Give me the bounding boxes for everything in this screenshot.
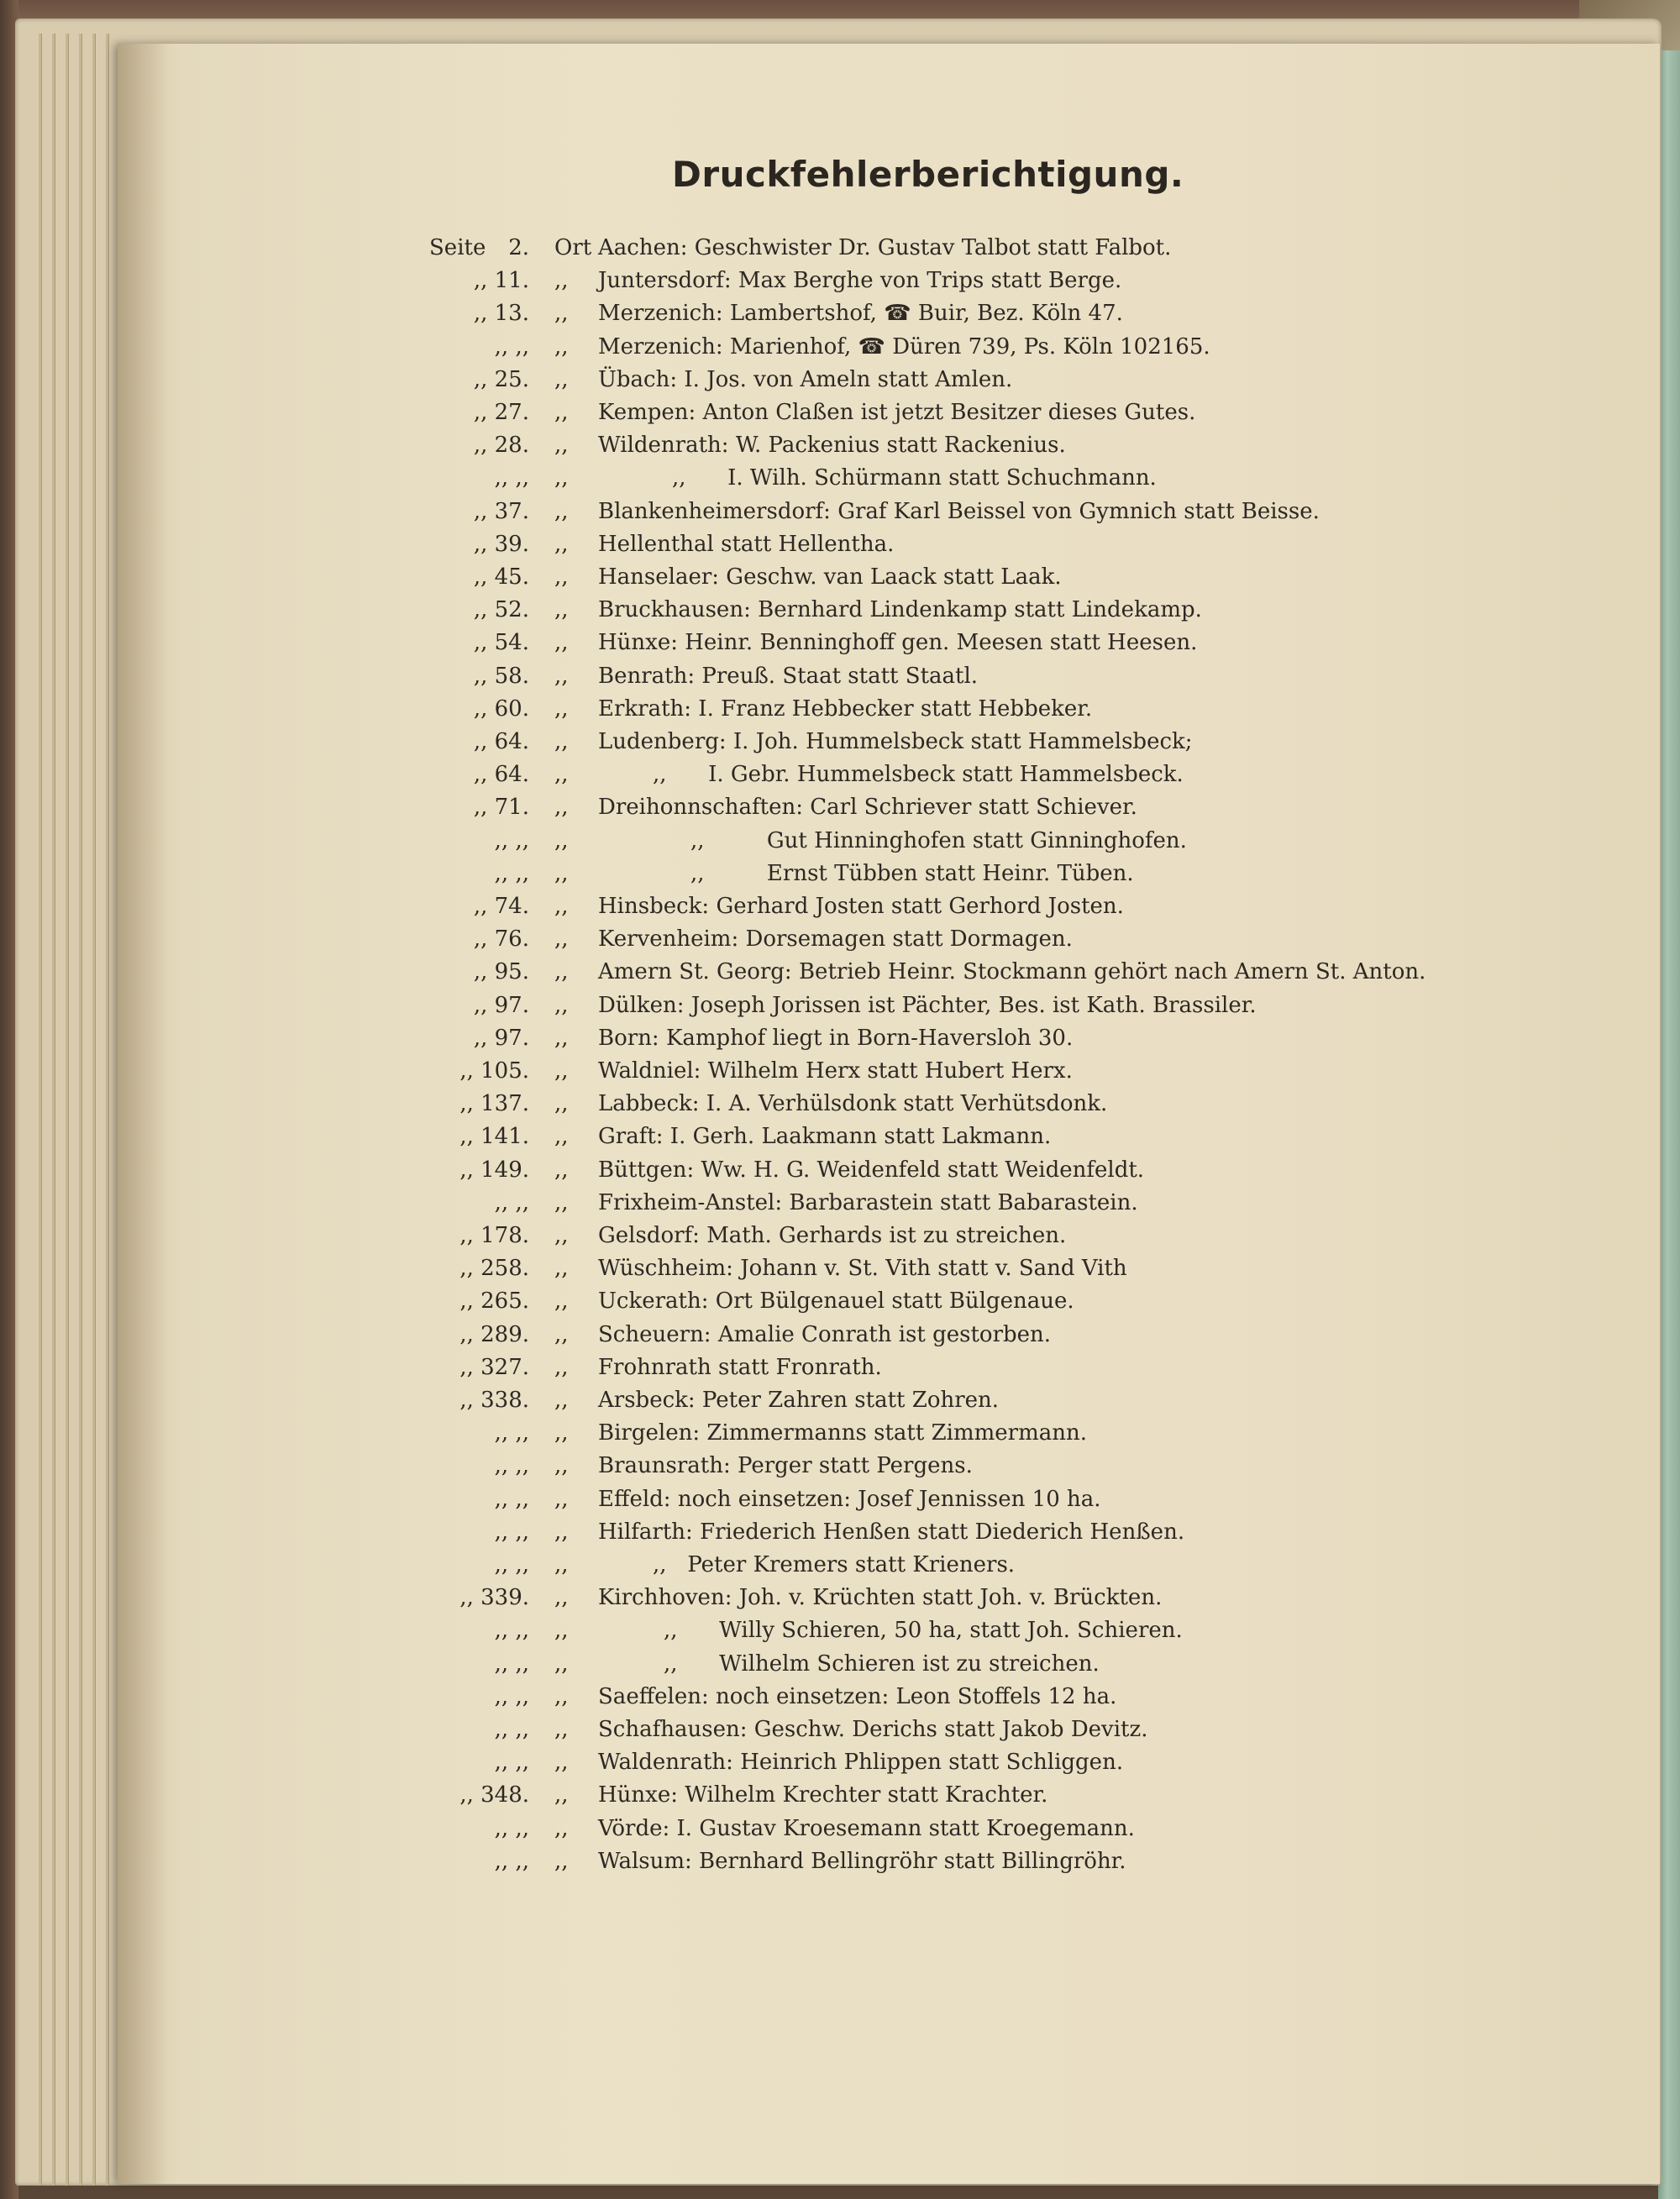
errata-row [0, 1322, 1680, 1355]
correction-text: ,, I. Gebr. Hummelsbeck statt Hammelsbeck. [653, 762, 1184, 788]
ort-label: ,, [554, 498, 569, 524]
page-number: ,, ,, [494, 1453, 529, 1479]
ort-label: ,, [554, 959, 569, 985]
ort-label: ,, [554, 1388, 569, 1413]
correction-text: Kirchhoven: Joh. v. Krüchten statt Joh. v. Brückten. [598, 1585, 1163, 1611]
errata-row [0, 532, 1680, 564]
ort-label: ,, [554, 1025, 569, 1051]
errata-row [0, 762, 1680, 795]
errata-row [0, 1157, 1680, 1190]
correction-text: Effeld: noch einsetzen: Josef Jennissen 10 ha. [598, 1486, 1101, 1512]
ort-label: ,, [554, 400, 569, 425]
errata-row [0, 861, 1680, 894]
ort-label: ,, [554, 1189, 569, 1215]
errata-row [0, 1190, 1680, 1223]
correction-text: Frixheim-Anstel: Barbarastein statt Babarastein. [598, 1189, 1138, 1215]
page-number: ,, 11. [473, 268, 529, 294]
correction-text: ,, Gut Hinninghofen statt Ginninghofen. [690, 827, 1187, 853]
ort-label: ,, [554, 1848, 569, 1874]
ort-label: ,, [554, 1256, 569, 1282]
errata-row [0, 664, 1680, 696]
ort-label: ,, [554, 729, 569, 754]
page-number: ,, 54. [473, 630, 529, 656]
ort-label: ,, [554, 860, 569, 886]
errata-row [0, 1355, 1680, 1388]
errata-row [0, 926, 1680, 959]
ort-label: ,, [554, 564, 569, 590]
page-number: ,, 52. [473, 597, 529, 623]
page-number: ,, 64. [473, 729, 529, 754]
page-number: ,, 348. [459, 1782, 529, 1808]
ort-label: ,, [554, 795, 569, 821]
errata-row [0, 268, 1680, 301]
correction-text: ,, Wilhelm Schieren ist zu streichen. [664, 1651, 1100, 1677]
correction-text: Schafhausen: Geschw. Derichs statt Jakob Devitz. [598, 1717, 1148, 1742]
errata-row [0, 1453, 1680, 1486]
ort-label: ,, [554, 827, 569, 853]
errata-row [0, 1223, 1680, 1256]
errata-row [0, 729, 1680, 762]
correction-text: Benrath: Preuß. Staat statt Staatl. [598, 663, 979, 689]
ort-label: ,, [554, 1321, 569, 1347]
correction-text: Graft: I. Gerh. Laakmann statt Lakmann. [598, 1124, 1052, 1150]
page-number: ,, 339. [459, 1585, 529, 1611]
correction-text: Walsum: Bernhard Bellingröhr statt Billingröhr. [598, 1848, 1126, 1874]
page-number: ,, 60. [473, 695, 529, 722]
errata-row [0, 1058, 1680, 1091]
correction-text: Arsbeck: Peter Zahren statt Zohren. [598, 1388, 1000, 1413]
page-number: ,, 105. [459, 1058, 529, 1084]
ort-label: ,, [554, 1354, 569, 1380]
ort-label: ,, [554, 926, 569, 953]
errata-row [0, 235, 1680, 268]
errata-row [0, 1816, 1680, 1849]
ort-label: ,, [554, 366, 569, 392]
correction-text: Kempen: Anton Claßen ist jetzt Besitzer dieses Gutes. [598, 400, 1196, 425]
errata-row [0, 894, 1680, 926]
correction-text: Waldniel: Wilhelm Herx statt Hubert Herx. [598, 1058, 1073, 1084]
ort-label: ,, [554, 1815, 569, 1841]
ort-label: ,, [554, 630, 569, 656]
correction-text: Dreihonnschaften: Carl Schriever statt Schiever. [598, 795, 1137, 821]
page-number: ,, 45. [473, 564, 529, 590]
errata-row [0, 1782, 1680, 1815]
page-number: ,, ,, [494, 1519, 529, 1545]
ort-label: ,, [554, 1651, 569, 1677]
page-number: ,, 149. [459, 1157, 529, 1183]
ort-label: ,, [554, 992, 569, 1018]
ort-label: ,, [554, 1288, 569, 1315]
ort-label: ,, [554, 1420, 569, 1446]
ort-label: ,, [554, 433, 569, 459]
errata-row [0, 1849, 1680, 1881]
errata-row [0, 696, 1680, 729]
errata-row [0, 1288, 1680, 1321]
correction-text: Frohnrath statt Fronrath. [598, 1354, 882, 1380]
page-number: ,, ,, [494, 1848, 529, 1874]
correction-text: ,, Ernst Tübben statt Heinr. Tüben. [690, 860, 1134, 886]
page-number: ,, 289. [459, 1321, 529, 1347]
page-number: ,, 178. [459, 1223, 529, 1248]
page-number: ,, 265. [459, 1288, 529, 1315]
page-number: ,, 95. [473, 959, 529, 985]
errata-row [0, 1651, 1680, 1684]
page-number: ,, ,, [494, 465, 529, 491]
errata-row [0, 1388, 1680, 1420]
correction-text: Hünxe: Wilhelm Krechter statt Krachter. [598, 1782, 1048, 1808]
ort-label: ,, [554, 663, 569, 689]
page-number: ,, 64. [473, 762, 529, 788]
page-number: ,, ,, [494, 1420, 529, 1446]
page-number: ,, ,, [494, 1651, 529, 1677]
page-number: ,, 25. [473, 366, 529, 392]
correction-text: Erkrath: I. Franz Hebbecker statt Hebbeker. [598, 695, 1093, 722]
errata-row [0, 301, 1680, 333]
ort-label: ,, [554, 1618, 569, 1644]
correction-text: Gelsdorf: Math. Gerhards ist zu streichen. [598, 1223, 1067, 1248]
ort-label: ,, [554, 1058, 569, 1084]
correction-text: Aachen: Geschwister Dr. Gustav Talbot statt Falbot. [598, 235, 1172, 260]
errata-row [0, 433, 1680, 465]
ort-label: ,, [554, 1585, 569, 1611]
ort-label: ,, [554, 1782, 569, 1808]
correction-text: Merzenich: Lambertshof, ☎ Buir, Bez. Köln 47. [598, 301, 1123, 327]
errata-row [0, 993, 1680, 1026]
page-number: ,, 28. [473, 433, 529, 459]
correction-text: Vörde: I. Gustav Kroesemann statt Kroegemann. [598, 1815, 1135, 1841]
ort-label: ,, [554, 597, 569, 623]
ort-label: ,, [554, 894, 569, 919]
ort-label: ,, [554, 1453, 569, 1479]
errata-row [0, 564, 1680, 597]
page-number: ,, ,, [494, 1683, 529, 1709]
ort-label: ,, [554, 762, 569, 788]
errata-row [0, 597, 1680, 630]
page-number: ,, ,, [494, 1618, 529, 1644]
ort-label: Ort [554, 235, 592, 260]
errata-row [0, 1750, 1680, 1782]
errata-row [0, 1717, 1680, 1750]
page-number: ,, 141. [459, 1124, 529, 1150]
correction-text: Saeffelen: noch einsetzen: Leon Stoffels 12 ha. [598, 1683, 1117, 1709]
page-number: ,, ,, [494, 1750, 529, 1776]
correction-text: Braunsrath: Perger statt Pergens. [598, 1453, 973, 1479]
correction-text: Übach: I. Jos. von Ameln statt Amlen. [598, 366, 1013, 392]
errata-row [0, 630, 1680, 663]
page-number: ,, 39. [473, 531, 529, 557]
errata-row [0, 1026, 1680, 1058]
page-number: ,, 327. [459, 1354, 529, 1380]
correction-text: Hünxe: Heinr. Benninghoff gen. Meesen statt Heesen. [598, 630, 1198, 656]
errata-row [0, 1618, 1680, 1651]
correction-text: ,, Willy Schieren, 50 ha, statt Joh. Schieren. [664, 1618, 1183, 1644]
correction-text: Amern St. Georg: Betrieb Heinr. Stockmann gehört nach Amern St. Anton. [598, 959, 1426, 985]
errata-row [0, 1684, 1680, 1717]
ort-label: ,, [554, 1223, 569, 1248]
page-number: 2. [508, 235, 529, 260]
page-number: ,, 27. [473, 400, 529, 425]
errata-row [0, 959, 1680, 992]
correction-text: ,, Peter Kremers statt Krieners. [653, 1552, 1016, 1577]
correction-text: Juntersdorf: Max Berghe von Trips statt Berge. [598, 268, 1122, 294]
page-number: ,, 258. [459, 1256, 529, 1282]
errata-row [0, 1487, 1680, 1519]
errata-row [0, 795, 1680, 827]
errata-row [0, 1256, 1680, 1288]
page-number: ,, 76. [473, 926, 529, 953]
page-number: ,, 137. [459, 1091, 529, 1117]
page-number: ,, ,, [494, 1189, 529, 1215]
errata-row [0, 400, 1680, 433]
ort-label: ,, [554, 333, 569, 360]
page-number: ,, ,, [494, 1486, 529, 1512]
ort-label: ,, [554, 1091, 569, 1117]
ort-label: ,, [554, 1717, 569, 1742]
ort-label: ,, [554, 531, 569, 557]
correction-text: Merzenich: Marienhof, ☎ Düren 739, Ps. Köln 102165. [598, 333, 1210, 360]
correction-text: Uckerath: Ort Bülgenauel statt Bülgenaue. [598, 1288, 1074, 1315]
correction-text: Hinsbeck: Gerhard Josten statt Gerhord Josten. [598, 894, 1124, 919]
errata-row [0, 1519, 1680, 1552]
errata-row [0, 1124, 1680, 1157]
page-number: ,, 74. [473, 894, 529, 919]
ort-label: ,, [554, 1519, 569, 1545]
errata-row [0, 1552, 1680, 1585]
errata-row [0, 1091, 1680, 1124]
correction-text: Birgelen: Zimmermanns statt Zimmermann. [598, 1420, 1087, 1446]
ort-label: ,, [554, 695, 569, 722]
ort-label: ,, [554, 1683, 569, 1709]
page-number: ,, ,, [494, 860, 529, 886]
ort-label: ,, [554, 301, 569, 327]
page-number: ,, 13. [473, 301, 529, 327]
correction-text: Waldenrath: Heinrich Phlippen statt Schliggen. [598, 1750, 1124, 1776]
page-number: ,, 71. [473, 795, 529, 821]
correction-text: Blankenheimersdorf: Graf Karl Beissel von Gymnich statt Beisse. [598, 498, 1320, 524]
ort-label: ,, [554, 1552, 569, 1577]
page-number: ,, 37. [473, 498, 529, 524]
correction-text: Büttgen: Ww. H. G. Weidenfeld statt Weidenfeldt. [598, 1157, 1145, 1183]
correction-text: Dülken: Joseph Jorissen ist Pächter, Bes. ist Kath. Brassiler. [598, 992, 1257, 1018]
correction-text: Labbeck: I. A. Verhülsdonk statt Verhütsdonk. [598, 1091, 1108, 1117]
correction-text: ,, I. Wilh. Schürmann statt Schuchmann. [672, 465, 1157, 491]
page-number: ,, ,, [494, 827, 529, 853]
correction-text: Hilfarth: Friederich Henßen statt Diederich Henßen. [598, 1519, 1185, 1545]
errata-row [0, 1585, 1680, 1618]
correction-text: Wüschheim: Johann v. St. Vith statt v. Sand Vith [598, 1256, 1127, 1282]
page-number: ,, ,, [494, 333, 529, 360]
ort-label: ,, [554, 1486, 569, 1512]
errata-row [0, 1420, 1680, 1453]
ort-label: ,, [554, 1157, 569, 1183]
correction-text: Hellenthal statt Hellentha. [598, 531, 895, 557]
correction-text: Scheuern: Amalie Conrath ist gestorben. [598, 1321, 1052, 1347]
correction-text: Bruckhausen: Bernhard Lindenkamp statt Lindekamp. [598, 597, 1202, 623]
errata-row [0, 499, 1680, 532]
ort-label: ,, [554, 465, 569, 491]
correction-text: Ludenberg: I. Joh. Hummelsbeck statt Hammelsbeck; [598, 729, 1193, 754]
ort-label: ,, [554, 1124, 569, 1150]
page-number: ,, 338. [459, 1388, 529, 1413]
correction-text: Wildenrath: W. Packenius statt Rackenius. [598, 433, 1066, 459]
errata-row [0, 367, 1680, 400]
ort-label: ,, [554, 1750, 569, 1776]
page-number: ,, 97. [473, 992, 529, 1018]
ort-label: ,, [554, 268, 569, 294]
correction-text: Hanselaer: Geschw. van Laack statt Laak. [598, 564, 1062, 590]
seite-label: Seite [429, 235, 486, 260]
errata-row [0, 334, 1680, 367]
page-number: ,, 58. [473, 663, 529, 689]
page-number: ,, ,, [494, 1717, 529, 1742]
page-number: ,, ,, [494, 1552, 529, 1577]
correction-text: Kervenheim: Dorsemagen statt Dormagen. [598, 926, 1073, 953]
page-number: ,, 97. [473, 1025, 529, 1051]
errata-row [0, 828, 1680, 861]
errata-row [0, 465, 1680, 498]
page-title: Druckfehlerberichtigung. [672, 154, 1184, 195]
page-number: ,, ,, [494, 1815, 529, 1841]
correction-text: Born: Kamphof liegt in Born-Haversloh 30. [598, 1025, 1074, 1051]
